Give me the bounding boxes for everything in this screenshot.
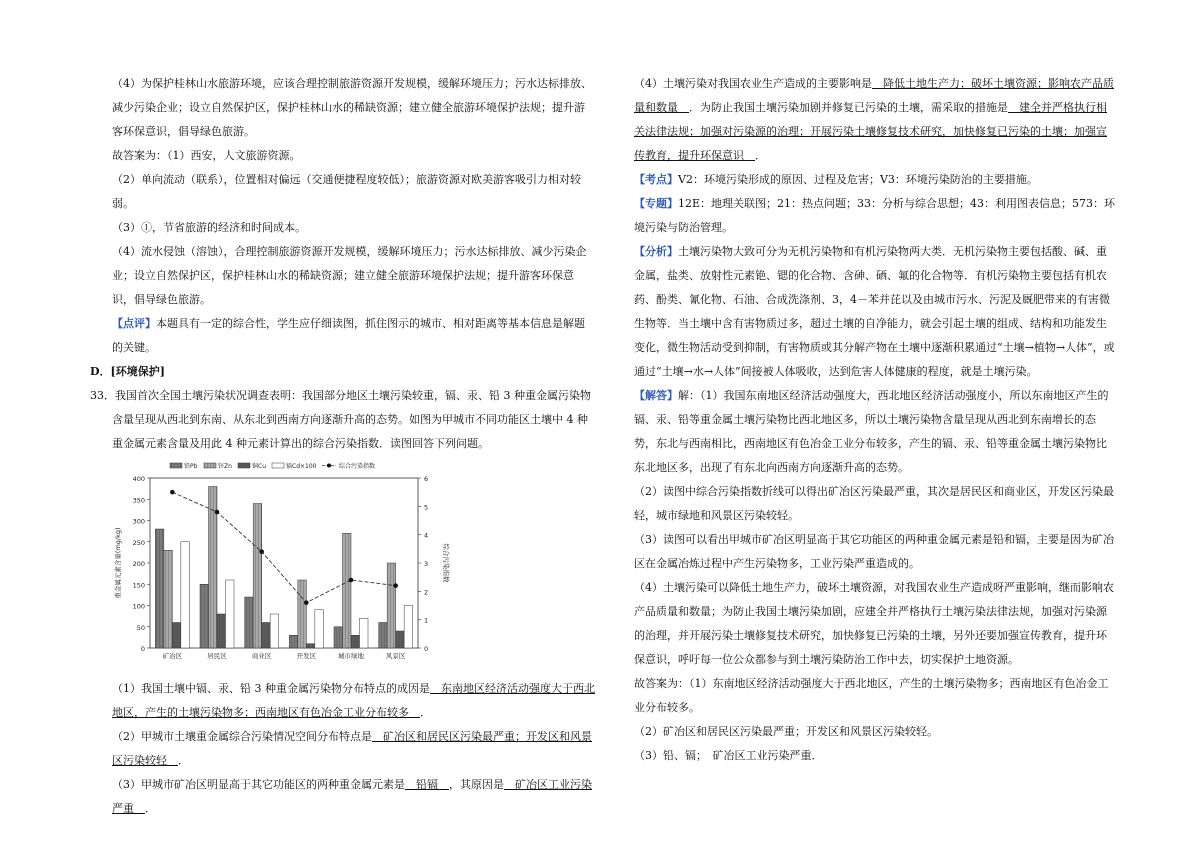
y-tick-label: 400 — [132, 475, 145, 483]
answer-2 — [90, 725, 595, 773]
fenxi-para — [612, 240, 1117, 384]
bar — [315, 610, 324, 648]
bar — [181, 542, 190, 648]
legend-label: 镉Cd×100 — [286, 463, 317, 470]
y-tick-label: 200 — [132, 560, 145, 568]
index-point — [215, 510, 220, 515]
jieda-para — [612, 384, 1117, 480]
answer-4-fill-2: 建全并严格执行相关法律法规；加强对污染源的治理；开展污染土壤修复技术研究，加快修复已污染的土壤；加强宣传教育，提升环保意识 — [634, 101, 1107, 162]
bar — [155, 529, 164, 648]
answer-1-end: ． — [420, 706, 431, 719]
y2-tick-label: 1 — [424, 616, 429, 625]
bar — [379, 623, 388, 649]
bar — [253, 504, 262, 649]
comment-tag: 【点评】 — [112, 317, 156, 330]
answer-3-end: ． — [145, 802, 156, 815]
y2-axis-label: 综合污染指数 — [442, 543, 450, 583]
answer-4-prompt: （4）土壤污染对我国农业生产造成的主要影响是 — [634, 77, 872, 90]
x-tick-label: 开发区 — [296, 652, 317, 660]
y2-tick-label: 6 — [424, 475, 429, 483]
y2-tick-label: 5 — [424, 503, 429, 512]
x-tick-label: 城市绿地 — [338, 652, 364, 660]
x-tick-label: 风景区 — [385, 652, 406, 660]
bar — [270, 614, 279, 648]
bar — [217, 614, 226, 648]
bar — [172, 623, 181, 649]
bar — [306, 644, 315, 648]
answer-3-mid: ，其原因是 — [449, 778, 504, 791]
jieda-4: （4）土壤污染可以降低土地生产力，破坏土壤资源，对我国农业生产造成呀严重影响，继而影响农产品质量和数量；为防止我国土壤污染加剧，应建全并严格执行土壤污染法律法规，加强对污染源的治理，并开展污染土壤修复技术研究，加快修复已污染的土壤，另外还要加强宣传教育，提升环保意识，呼吁每一位公众都参与到土壤污染防治工作中去，切实保护土地资源。 — [634, 581, 1114, 666]
answer-2-end: ． — [178, 754, 189, 767]
para-p5: （4）流水侵蚀（溶蚀），合理控制旅游资源开发规模，缓解环境压力；污水达标排放、减少污染企业；设立自然保护区，保护桂林山水的稀缺资源；建立健全旅游环境保护法规；提升游客环保意识，倡导绿色旅游。 — [112, 245, 587, 306]
left-column — [90, 72, 595, 821]
right-column — [612, 72, 1117, 768]
legend-swatch — [204, 463, 216, 468]
final-answer-3: （3）铅、镉； 矿冶区工业污染严重． — [634, 749, 823, 762]
fenxi-text: 土壤污染物大致可分为无机污染物和有机污染物两大类．无机污染物主要包括酸、碱、重金属，盐类、放射性元素铯、锶的化合物、含砷、硒、氟的化合物等．有机污染物主要包括有机农药、酚类、氰化物、石油、合成洗涤剂、3，4－苯并芘以及由城市污水、污泥及厩肥带来的有害微生物等．当土壤中含有害物质过多，超过土壤的自净能力，就会引起土壤的组成、结构和功能发生变化，微生物活动受到抑制，有害物质或其分解产物在土壤中逐渐积累通过“土壤→植物→人体”，或通过“土壤→水→人体”间接被人体吸收，达到危害人体健康的程度，就是土壤污染。 — [634, 245, 1115, 378]
bar — [351, 635, 360, 648]
index-point — [304, 600, 309, 605]
index-point — [393, 583, 398, 588]
bar — [343, 533, 352, 648]
jieda-tag: 【解答】 — [634, 389, 678, 402]
bar — [289, 635, 298, 648]
y-tick-label: 250 — [132, 538, 145, 547]
fenxi-tag: 【分析】 — [634, 245, 678, 258]
question-number: 33． — [90, 389, 115, 402]
zhuanti-para — [612, 192, 1117, 240]
y-tick-label: 300 — [132, 517, 145, 526]
bar — [164, 550, 173, 648]
kaodian-text: V2：环境污染形成的原因、过程及危害；V3：环境污染防治的主要措施。 — [678, 173, 1038, 186]
comment-text: 本题具有一定的综合性，学生应仔细读图，抓住图示的城市、相对距离等基本信息是解题的关键。 — [112, 317, 585, 354]
question-33 — [90, 384, 595, 456]
answer-4-fill: 降低土地生产力；破坏土壤资源；影响农产品质量和数量 — [634, 77, 1114, 114]
bar — [404, 606, 413, 649]
bar — [396, 631, 405, 648]
legend-label: 铅Pb — [184, 463, 198, 470]
index-point — [170, 490, 175, 495]
answer-2-fill: 矿冶区和居民区污染最严重；开发区和风景区污染较轻 — [112, 730, 592, 767]
pollution-chart — [108, 460, 458, 675]
para-p3: （2）单向流动（联系），位置相对偏远（交通便捷程度较低）；旅游资源对欧美游客吸引力相对较弱。 — [112, 173, 581, 210]
y-tick-label: 350 — [132, 496, 145, 505]
index-point — [349, 578, 354, 583]
answer-4-end: ． — [755, 149, 766, 162]
final-answer-2: （2）矿冶区和居民区污染最严重；开发区和风景区污染较轻。 — [634, 725, 938, 738]
y2-tick-label: 2 — [424, 588, 429, 597]
zhuanti-tag: 【专题】 — [634, 197, 678, 210]
legend-swatch — [272, 463, 284, 468]
y-tick-label: 0 — [140, 645, 145, 653]
answer-3 — [90, 773, 595, 821]
legend-label: 锌Zn — [218, 463, 232, 470]
legend-swatch — [238, 463, 250, 468]
kaodian-para — [612, 168, 1117, 192]
y-tick-label: 50 — [136, 623, 145, 632]
bar — [262, 623, 271, 649]
para-p4: （3）①，节省旅游的经济和时间成本。 — [112, 221, 306, 234]
bar — [334, 627, 343, 648]
x-tick-label: 商业区 — [251, 652, 272, 660]
answer-1-prompt: （1）我国土壤中镉、汞、铅 3 种重金属污染物分布特点的成因是 — [112, 682, 430, 695]
bar — [226, 580, 235, 648]
zhuanti-text: 12E：地理关联图；21：热点问题；33：分析与综合思想；43：利用图表信息；573：环境污染与防治管理。 — [634, 197, 1116, 234]
legend-label: 铜Cu — [252, 463, 266, 470]
comment-para — [90, 312, 595, 360]
answer-3-fill-2: 矿冶区工业污染严重 — [112, 778, 592, 815]
index-point — [259, 549, 264, 554]
answer-4 — [612, 72, 1117, 168]
legend-swatch — [170, 463, 182, 468]
bar — [245, 597, 254, 648]
kaodian-tag: 【考点】 — [634, 173, 678, 186]
x-tick-label: 居民区 — [207, 652, 227, 660]
x-tick-label: 矿冶区 — [162, 652, 183, 660]
bar — [360, 618, 369, 648]
answer-1-fill: 东南地区经济活动强度大于西北地区，产生的土壤污染物多；西南地区有色冶金工业分布较多 — [112, 682, 595, 719]
section-heading: D．[环境保护] — [90, 365, 165, 378]
answer-4-mid: ．为防止我国土壤污染加剧并修复已污染的土壤，需采取的措施是 — [689, 101, 1008, 114]
para-p2: 故答案为：（1）西安，人文旅游资源。 — [112, 149, 301, 162]
y2-tick-label: 3 — [424, 560, 429, 568]
jieda-2: （2）读图中综合污染指数折线可以得出矿冶区污染最严重，其次是居民区和商业区，开发区污染最轻，城市绿地和风景区污染较轻。 — [634, 485, 1114, 522]
chart-svg — [108, 460, 458, 675]
question-text: 我国首次全国土壤污染状况调查表明：我国部分地区土壤污染较重，镉、汞、铅 3 种重金属污染物含量呈现从西北到东南、从东北到西南方向逐渐升高的态势。如图为甲城市不同功能区土壤中 4 种重金属元素含量及用此 4 种元素计算出的综合污染指数．读图回答下列问题。 — [112, 389, 591, 450]
final-answer-1: 故答案为：（1）东南地区经济活动强度大于西北地区，产生的土壤污染物多；西南地区有色冶金工业分布较多。 — [634, 677, 1109, 714]
answer-3-prompt: （3）甲城市矿冶区明显高于其它功能区的两种重金属元素是 — [112, 778, 405, 791]
jieda-3: （3）读图可以看出甲城市矿冶区明显高于其它功能区的两种重金属元素是铅和镉，主要是因为矿冶区在金属冶炼过程中产生污染物多，工业污染严重造成的。 — [634, 533, 1114, 570]
bar — [298, 580, 307, 648]
legend-point — [327, 464, 331, 468]
y-tick-label: 150 — [132, 581, 145, 590]
y-axis-label: 重金属元素含量(mg/kg) — [114, 527, 122, 599]
bar — [387, 563, 396, 648]
legend-label: 综合污染指数 — [339, 463, 376, 470]
answer-1 — [90, 677, 595, 725]
para-p1: （4）为保护桂林山水旅游环境，应该合理控制旅游资源开发规模，缓解环境压力；污水达标排放、减少污染企业；设立自然保护区，保护桂林山水的稀缺资源；建立健全旅游环境保护法规；提升游客环保意识，倡导绿色旅游。 — [112, 77, 592, 138]
jieda-text-1: 解：（1）我国东南地区经济活动强度大，西北地区经济活动强度小，所以东南地区产生的镉、汞、铅等重金属土壤污染物比西北地区多，所以土壤污染物含量呈现从西北到东南增长的态势，东北与西南相比，西南地区有色冶金工业分布较多，产生的镉、汞、铅等重金属土壤污染物比东北地区多，出现了有东北向西南方向逐渐升高的态势。 — [634, 389, 1109, 474]
answer-2-prompt: （2）甲城市土壤重金属综合污染情况空间分布特点是 — [112, 730, 372, 743]
y2-tick-label: 4 — [424, 531, 429, 540]
y2-tick-label: 0 — [424, 645, 429, 653]
bar — [200, 584, 209, 648]
plot-frame — [150, 478, 418, 648]
answer-3-fill: 铅镉 — [405, 778, 449, 791]
y-tick-label: 100 — [132, 602, 145, 611]
